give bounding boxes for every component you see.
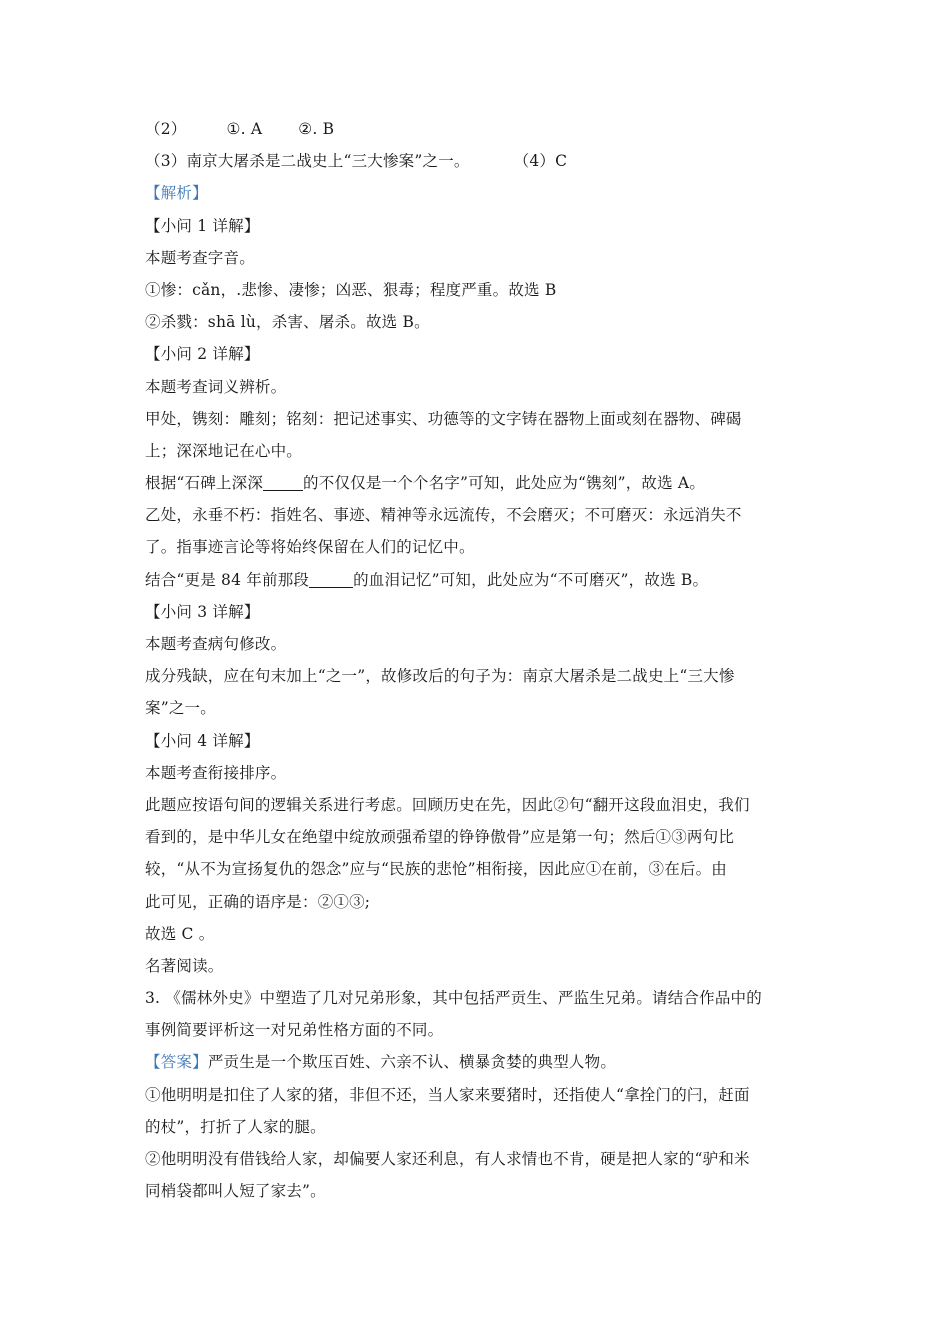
q2-answer-b: ②. B bbox=[298, 120, 335, 138]
answer-q2-line bbox=[145, 113, 815, 145]
sub4-heading: 【小问 4 详解】 bbox=[145, 731, 260, 750]
sub1-line: 本题考查字音。 bbox=[145, 248, 255, 267]
q2-answer-a: ①. A bbox=[226, 120, 263, 138]
document-page bbox=[145, 113, 815, 1207]
sub2-line-with-blank bbox=[145, 564, 815, 596]
answer-text: 严贡生是一个欺压百姓、六亲不认、横暴贪婪的典型人物。 bbox=[207, 1053, 617, 1072]
sub2-line: 上；深深地记在心中。 bbox=[145, 441, 303, 460]
sub2-line4-post: 的不仅仅是一个个名字”可知，此处应为“镌刻”，故选 A。 bbox=[303, 474, 706, 493]
sub2-line: 甲处，镌刻：雕刻；铭刻：把记述事实、功德等的文字铸在器物上面或刻在器物、碑碣 bbox=[145, 409, 742, 428]
sub2-line7-pre: 结合“更是 84 年前那段 bbox=[145, 570, 310, 589]
sub1-line: ①惨：cǎn，.悲惨、凄惨；凶恶、狠毒；程度严重。故选 B bbox=[145, 280, 557, 299]
analysis-label: 【解析】 bbox=[145, 184, 208, 203]
answer-line bbox=[145, 1046, 815, 1078]
answer-label: 【答案】 bbox=[145, 1053, 208, 1072]
answer-point-line: ②他明明没有借钱给人家，却偏要人家还利息，有人求情也不肯，硬是把人家的“驴和米 bbox=[145, 1150, 750, 1168]
sub2-heading: 【小问 2 详解】 bbox=[145, 345, 260, 364]
q4-answer: （4）C bbox=[513, 152, 568, 171]
sub4-line: 较，“从不为宣扬复仇的怨念”应与“民族的悲怆”相衔接，因此应①在前，③在后。由 bbox=[145, 860, 727, 879]
sub2-line: 了。指事迹言论等将始终保留在人们的记忆中。 bbox=[145, 538, 475, 557]
answer-point-line: 的杖”，打折了人家的腿。 bbox=[145, 1117, 326, 1136]
question-3-line: 3. 《儒林外史》中塑造了几对兄弟形象，其中包括严贡生、严监生兄弟。请结合作品中的 bbox=[145, 989, 762, 1008]
answer-q3-q4-line bbox=[145, 145, 815, 177]
sub2-line-with-blank bbox=[145, 467, 815, 499]
question-3-line: 事例简要评析这一对兄弟性格方面的不同。 bbox=[145, 1021, 444, 1040]
answer-point-line: ①他明明是扣住了人家的猪，非但不还，当人家来要猪时，还指使人“拿拴门的闩，赶面 bbox=[145, 1085, 750, 1104]
sub2-line: 乙处，永垂不朽：指姓名、事迹、精神等永远流传，不会磨灭；不可磨灭：永远消失不 bbox=[145, 506, 742, 525]
sub3-heading: 【小问 3 详解】 bbox=[145, 602, 260, 621]
sub4-line: 故选 C 。 bbox=[145, 924, 215, 943]
section-title: 名著阅读。 bbox=[145, 956, 224, 975]
fill-blank bbox=[263, 475, 303, 492]
fill-blank bbox=[309, 571, 353, 588]
sub1-heading: 【小问 1 详解】 bbox=[145, 216, 260, 235]
sub3-line: 成分残缺，应在句末加上“之一”，故修改后的句子为：南京大屠杀是二战史上“三大惨 bbox=[145, 667, 735, 686]
sub4-line: 本题考查衔接排序。 bbox=[145, 763, 287, 782]
sub2-line: 本题考查词义辨析。 bbox=[145, 377, 287, 396]
answer-point-line: 同梢袋都叫人短了家去”。 bbox=[145, 1182, 326, 1201]
sub3-line: 案”之一。 bbox=[145, 699, 216, 718]
sub4-line: 此可见，正确的语序是：②①③; bbox=[145, 892, 371, 911]
sub1-line: ②杀戮：shā lù，杀害、屠杀。故选 B。 bbox=[145, 313, 430, 332]
q3-answer: （3）南京大屠杀是二战史上“三大惨案”之一。 bbox=[145, 152, 470, 171]
sub2-line4-pre: 根据“石碑上深深 bbox=[145, 474, 264, 493]
sub3-line: 本题考查病句修改。 bbox=[145, 635, 287, 653]
sub2-line7-post: 的血泪记忆”可知，此处应为“不可磨灭”，故选 B。 bbox=[353, 570, 709, 589]
sub4-line: 看到的，是中华儿女在绝望中绽放顽强希望的铮铮傲骨”应是第一句；然后①③两句比 bbox=[145, 828, 735, 847]
sub4-line: 此题应按语句间的逻辑关系进行考虑。回顾历史在先，因此②句“翻开这段血泪史，我们 bbox=[145, 795, 750, 814]
q2-label: （2） bbox=[145, 120, 187, 138]
